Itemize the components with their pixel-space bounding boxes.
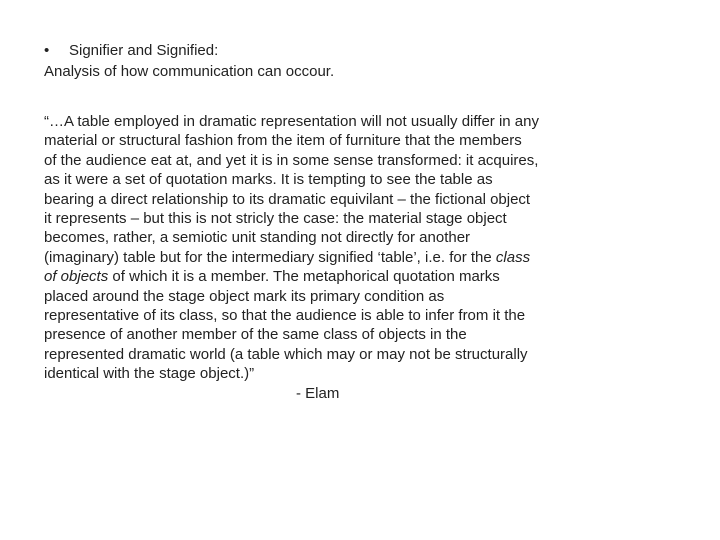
heading-block [44, 40, 684, 82]
quote-text [44, 112, 686, 403]
quote-line: identical with the stage object.)” [44, 365, 255, 383]
quote-line-with-italic [44, 248, 686, 267]
bullet-icon: • [44, 42, 50, 59]
quote-line-with-italic [44, 267, 686, 286]
bullet-item [44, 40, 684, 61]
quote-line: of the audience eat at, and yet it is in some sense transformed: it acquires, [44, 151, 539, 169]
quote-block [44, 112, 686, 403]
quote-line: presence of another member of the same class of objects in the [44, 326, 467, 344]
quote-italic-text: class [495, 248, 531, 266]
quote-line-part: of which it is a member. The metaphorical quotation marks [108, 268, 500, 286]
quote-line: “…A table employed in dramatic representation will not usually differ in any [44, 113, 539, 130]
quote-line: represented dramatic world (a table which may or may not be structurally [44, 345, 528, 363]
quote-italic-text: of objects [44, 268, 109, 286]
quote-line: representative of its class, so that the audience is able to infer from it the [44, 307, 526, 325]
quote-line: becomes, rather, a semiotic unit standing not directly for another [44, 229, 471, 247]
quote-attribution: - Elam [296, 384, 340, 402]
subheading: Analysis of how communication can occour. [44, 63, 335, 80]
bullet-text: Signifier and Signified: [69, 42, 219, 59]
quote-line: as it were a set of quotation marks. It is tempting to see the table as [44, 171, 493, 189]
quote-line: bearing a direct relationship to its dramatic equivilant – the fictional object [44, 190, 531, 208]
quote-line: placed around the stage object mark its primary condition as [44, 287, 445, 305]
quote-line-part: (imaginary) table but for the intermediary signified ‘table’, i.e. for the [44, 248, 492, 266]
quote-line: material or structural fashion from the item of furniture that the members [44, 132, 522, 150]
quote-line: it represents – but this is not stricly the case: the material stage object [44, 210, 507, 228]
